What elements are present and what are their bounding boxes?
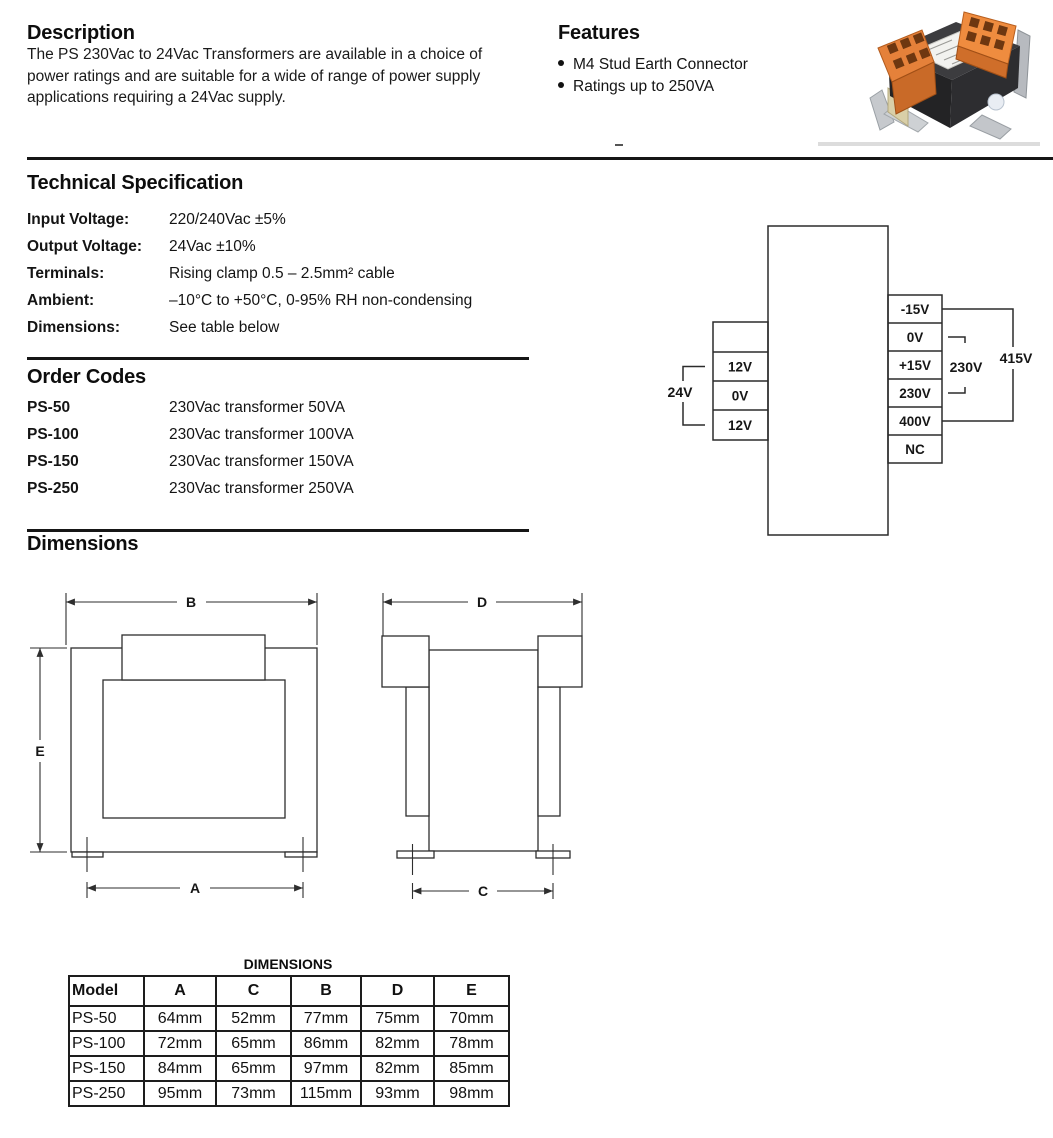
terminal-block-outline bbox=[122, 635, 265, 680]
order-code: PS-100 bbox=[27, 426, 79, 443]
spec-label: Input Voltage: bbox=[27, 211, 130, 228]
dim-cell: 75mm bbox=[361, 1006, 434, 1031]
divider-rule bbox=[27, 529, 529, 532]
mounting-foot bbox=[285, 852, 317, 857]
photo-edge-artifact bbox=[818, 142, 1040, 146]
dimension-letter-b: B bbox=[185, 594, 197, 610]
terminal-label: 12V bbox=[727, 359, 753, 375]
terminal-label: +15V bbox=[899, 358, 931, 373]
wiring-diagram bbox=[660, 200, 1053, 550]
dim-cell: 73mm bbox=[216, 1081, 291, 1106]
dimension-letter-a: A bbox=[189, 880, 201, 896]
terminal-label: 0V bbox=[906, 330, 924, 345]
dim-cell: 95mm bbox=[144, 1081, 216, 1106]
terminal-block-side-left bbox=[382, 636, 429, 687]
spec-label: Terminals: bbox=[27, 265, 105, 282]
dim-cell: 97mm bbox=[291, 1056, 361, 1081]
spec-value: 220/240Vac ±5% bbox=[169, 211, 286, 228]
table-header-row bbox=[69, 976, 509, 1006]
order-description: 230Vac transformer 250VA bbox=[169, 480, 354, 497]
spec-value: Rising clamp 0.5 – 2.5mm² cable bbox=[169, 265, 395, 282]
dimensions-table-title: DIMENSIONS bbox=[243, 956, 333, 972]
feature-text: Ratings up to 250VA bbox=[573, 78, 715, 95]
terminal-block-side-right bbox=[538, 636, 582, 687]
dim-cell: 98mm bbox=[434, 1081, 509, 1106]
terminal-label: 230V bbox=[899, 386, 931, 401]
terminal-label: 12V bbox=[727, 418, 753, 433]
table-row bbox=[69, 1056, 509, 1081]
dim-cell: 64mm bbox=[144, 1006, 216, 1031]
dim-cell: 52mm bbox=[216, 1006, 291, 1031]
product-photo-transformer bbox=[848, 2, 1048, 142]
front-view-drawing bbox=[25, 590, 325, 902]
model-cell: PS-250 bbox=[69, 1081, 144, 1106]
dimension-letter-c: C bbox=[477, 883, 489, 899]
dim-cell: 82mm bbox=[361, 1056, 434, 1081]
metal-foot bbox=[970, 115, 1011, 139]
feature-item bbox=[558, 78, 714, 96]
divider-rule bbox=[27, 157, 1053, 160]
divider-rule bbox=[27, 357, 529, 360]
dim-cell: 78mm bbox=[434, 1031, 509, 1056]
column-header: D bbox=[361, 976, 434, 1006]
column-header: Model bbox=[69, 976, 144, 1006]
column-header: B bbox=[291, 976, 361, 1006]
column-header: C bbox=[216, 976, 291, 1006]
dimensions-title: Dimensions bbox=[27, 533, 139, 555]
stray-mark bbox=[615, 144, 623, 146]
column-header: E bbox=[434, 976, 509, 1006]
feature-text: M4 Stud Earth Connector bbox=[573, 56, 748, 73]
dim-cell: 65mm bbox=[216, 1031, 291, 1056]
model-cell: PS-50 bbox=[69, 1006, 144, 1031]
order-codes-title: Order Codes bbox=[27, 366, 146, 388]
model-cell: PS-150 bbox=[69, 1056, 144, 1081]
spec-label: Ambient: bbox=[27, 292, 95, 309]
spec-value: See table below bbox=[169, 319, 280, 336]
spec-label: Output Voltage: bbox=[27, 238, 143, 255]
mounting-foot bbox=[397, 851, 434, 858]
winding-side-left bbox=[406, 687, 429, 816]
table-row bbox=[69, 1081, 509, 1106]
features-title: Features bbox=[558, 22, 640, 44]
dim-cell: 86mm bbox=[291, 1031, 361, 1056]
dimensions-table bbox=[68, 975, 510, 1107]
dim-cell: 77mm bbox=[291, 1006, 361, 1031]
order-code: PS-250 bbox=[27, 480, 79, 497]
description-section bbox=[27, 22, 532, 106]
terminal-label: 400V bbox=[899, 414, 931, 429]
terminal-label: NC bbox=[905, 442, 925, 457]
dim-cell: 72mm bbox=[144, 1031, 216, 1056]
table-row bbox=[69, 1031, 509, 1056]
dim-cell: 85mm bbox=[434, 1056, 509, 1081]
spec-label: Dimensions: bbox=[27, 319, 121, 336]
bracket-230v-bottom bbox=[948, 387, 965, 393]
voltage-span-label-230v: 230V bbox=[949, 359, 983, 375]
order-description: 230Vac transformer 100VA bbox=[169, 426, 354, 443]
dimension-letter-e: E bbox=[35, 743, 45, 759]
side-view-drawing bbox=[375, 590, 590, 905]
order-code: PS-150 bbox=[27, 453, 79, 470]
winding-outline bbox=[103, 680, 285, 818]
spec-value: –10°C to +50°C, 0-95% RH non-condensing bbox=[169, 292, 473, 309]
core-side-outline bbox=[429, 650, 538, 851]
table-row bbox=[69, 1006, 509, 1031]
dim-cell: 84mm bbox=[144, 1056, 216, 1081]
column-header: A bbox=[144, 976, 216, 1006]
order-description: 230Vac transformer 50VA bbox=[169, 399, 346, 416]
terminal-label: 0V bbox=[731, 388, 749, 404]
dim-cell: 93mm bbox=[361, 1081, 434, 1106]
dim-cell: 70mm bbox=[434, 1006, 509, 1031]
dimension-letter-d: D bbox=[476, 594, 488, 610]
features-section bbox=[558, 22, 838, 95]
round-badge bbox=[988, 94, 1004, 110]
order-description: 230Vac transformer 150VA bbox=[169, 453, 354, 470]
technical-specification-section bbox=[27, 172, 547, 352]
order-codes-section bbox=[27, 366, 547, 516]
winding-side-right bbox=[538, 687, 560, 816]
dim-cell: 115mm bbox=[291, 1081, 361, 1106]
terminal-label: -15V bbox=[900, 302, 930, 317]
description-body: The PS 230Vac to 24Vac Transformers are available in a choice of power ratings and are suitable for a wide of range of power supply applications requiring a 24Vac supply. bbox=[27, 46, 483, 106]
voltage-span-label-415v: 415V bbox=[999, 350, 1033, 366]
description-title: Description bbox=[27, 22, 135, 44]
technical-specification-title: Technical Specification bbox=[27, 172, 244, 194]
model-cell: PS-100 bbox=[69, 1031, 144, 1056]
transformer-body-outline bbox=[768, 226, 888, 535]
bracket-230v-top bbox=[948, 337, 965, 343]
spec-value: 24Vac ±10% bbox=[169, 238, 256, 255]
dim-cell: 65mm bbox=[216, 1056, 291, 1081]
dim-cell: 82mm bbox=[361, 1031, 434, 1056]
order-code: PS-50 bbox=[27, 399, 71, 416]
feature-item bbox=[558, 56, 748, 74]
bullet-icon bbox=[558, 60, 564, 66]
bullet-icon bbox=[558, 82, 564, 88]
voltage-span-label-24v: 24V bbox=[667, 384, 693, 400]
